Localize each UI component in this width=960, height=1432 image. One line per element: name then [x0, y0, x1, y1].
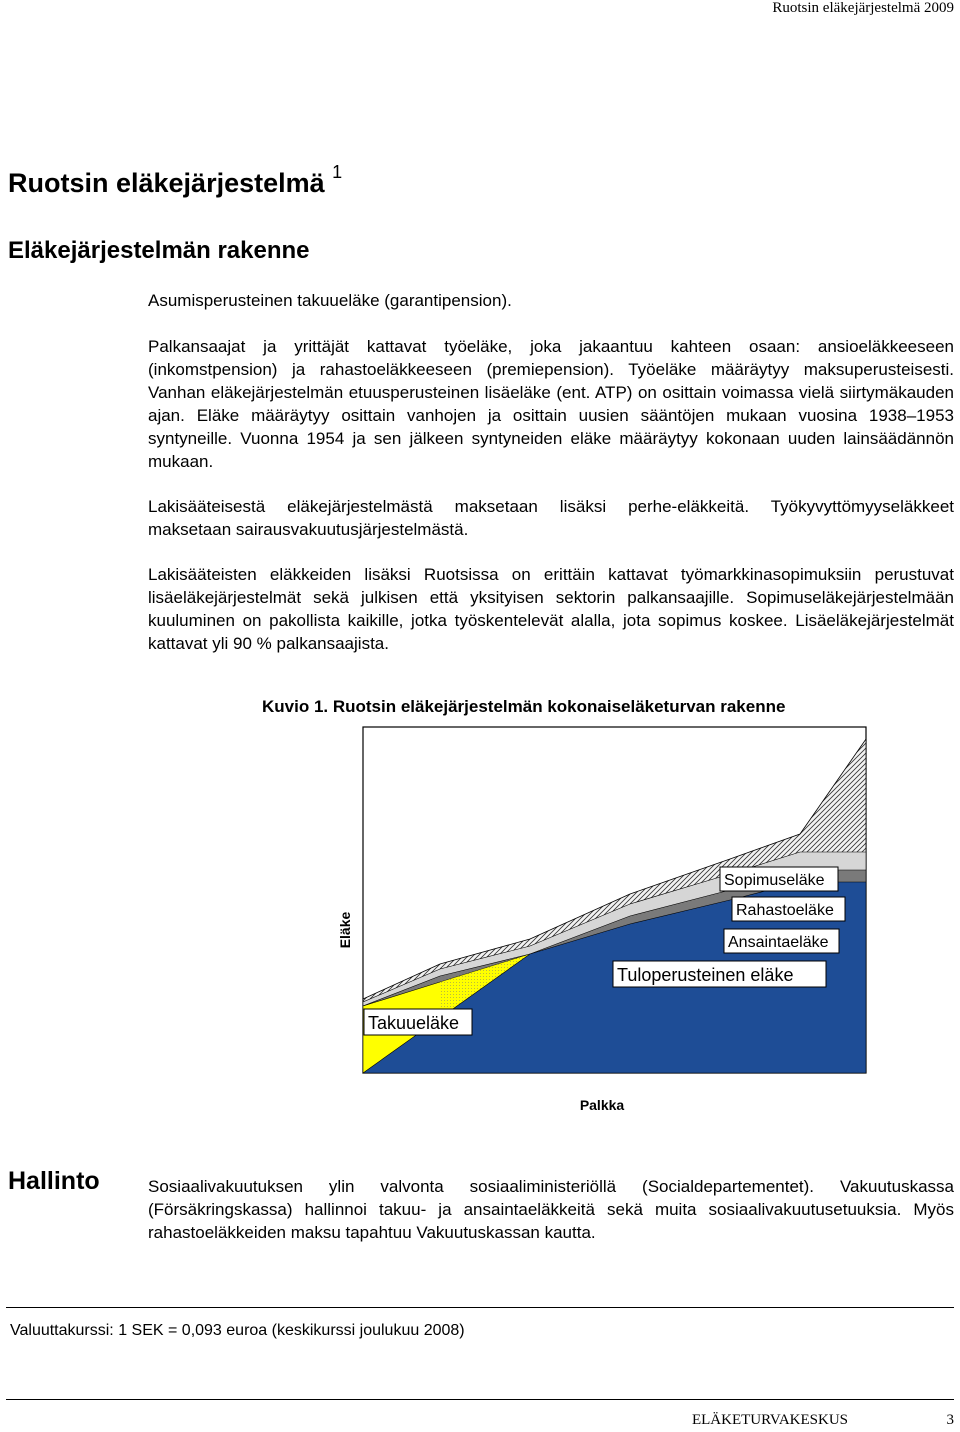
label-sopimuselake-text: Sopimuseläke	[724, 872, 825, 889]
chart-svg	[330, 724, 870, 1120]
footer-org: ELÄKETURVAKESKUS	[691, 1412, 848, 1428]
label-takuuelake-text: Takuueläke	[368, 1013, 460, 1033]
label-ansaintaelake-text: Ansaintaeläke	[728, 934, 829, 951]
footnote-rule	[6, 1307, 954, 1308]
y-axis-label: Eläke	[337, 911, 353, 949]
label-takuuelake	[364, 1009, 472, 1035]
label-ansaintaelake	[724, 929, 839, 953]
label-tuloperusteinen-text: Tuloperusteinen eläke	[617, 965, 794, 985]
paragraph-administration: Sosiaalivakuutuksen ylin valvonta sosiaaliministeriöllä (Socialdepartementet). Vakuutuskassa (Försäkringskassa) hallinnoi takuu- ja ansaintaeläkkeitä sekä muita sosiaalivakuutusetuuksia. Myös rahastoeläkkeiden maksu tapahtuu Vakuutuskassan kautta.	[148, 1177, 954, 1242]
footer-rule	[6, 1399, 954, 1400]
paragraph-family-pensions: Lakisääteisestä eläkejärjestelmästä maksetaan lisäksi perhe-eläkkeitä. Työkyvyttömyyseläkkeet maksetaan sairausvakuutusjärjestelmästä.	[148, 497, 954, 539]
label-rahastoelake-text: Rahastoeläke	[736, 902, 834, 919]
paragraph-guarantee: Asumisperusteinen takuueläke (garantipension).	[148, 291, 512, 310]
page-number: 3	[946, 1412, 954, 1428]
pension-structure-chart	[330, 724, 870, 1120]
section-heading-structure: Eläkejärjestelmän rakenne	[8, 237, 310, 264]
label-rahastoelake	[732, 897, 845, 921]
section-heading-administration: Hallinto	[8, 1167, 100, 1195]
page-title-text: Ruotsin eläkejärjestelmä	[8, 168, 325, 198]
paragraph-earnings-pension: Palkansaajat ja yrittäjät kattavat työeläke, joka jakaantuu kahteen osaan: ansioeläkkeeseen (inkomstpension) ja rahastoeläkkeeseen (premiepension). Työeläke määräytyy maksuperusteisesti. Vanhan eläkejärjestelmän etuusperusteinen lisäeläke (ent. ATP) on osittain voimassa vielä siirtymäkauden ajan. Eläke määräytyy osittain vanhojen ja osittain uusien sääntöjen mukaan vuosina 1938–1953 syntyneille. Vuonna 1954 ja sen jälkeen syntyneiden eläke määräytyy kokonaan uuden lainsäädännön mukaan.	[148, 337, 954, 471]
label-tuloperusteinen	[613, 961, 826, 987]
figure-caption: Kuvio 1. Ruotsin eläkejärjestelmän kokonaiseläketurvan rakenne	[262, 697, 786, 716]
label-sopimuselake	[720, 867, 838, 891]
page-title	[8, 162, 343, 199]
running-header: Ruotsin eläkejärjestelmä 2009	[772, 0, 954, 16]
footnote-text: Valuuttakurssi: 1 SEK = 0,093 euroa (keskikurssi joulukuu 2008)	[10, 1322, 465, 1339]
footnote-mark: 1	[332, 162, 343, 182]
x-axis-label: Palkka	[579, 1097, 625, 1113]
paragraph-supplementary: Lakisääteisten eläkkeiden lisäksi Ruotsissa on erittäin kattavat työmarkkinasopimuksiin perustuvat lisäeläkejärjestelmät sekä julkisen että yksityisen sektorin palkansaajille. Sopimuseläkejärjestelmään kuuluminen on pakollista kaikille, jotka työskentelevät alalla, jota sopimus koskee. Lisäeläkejärjestelmät kattavat yli 90 % palkansaajista.	[148, 565, 954, 653]
